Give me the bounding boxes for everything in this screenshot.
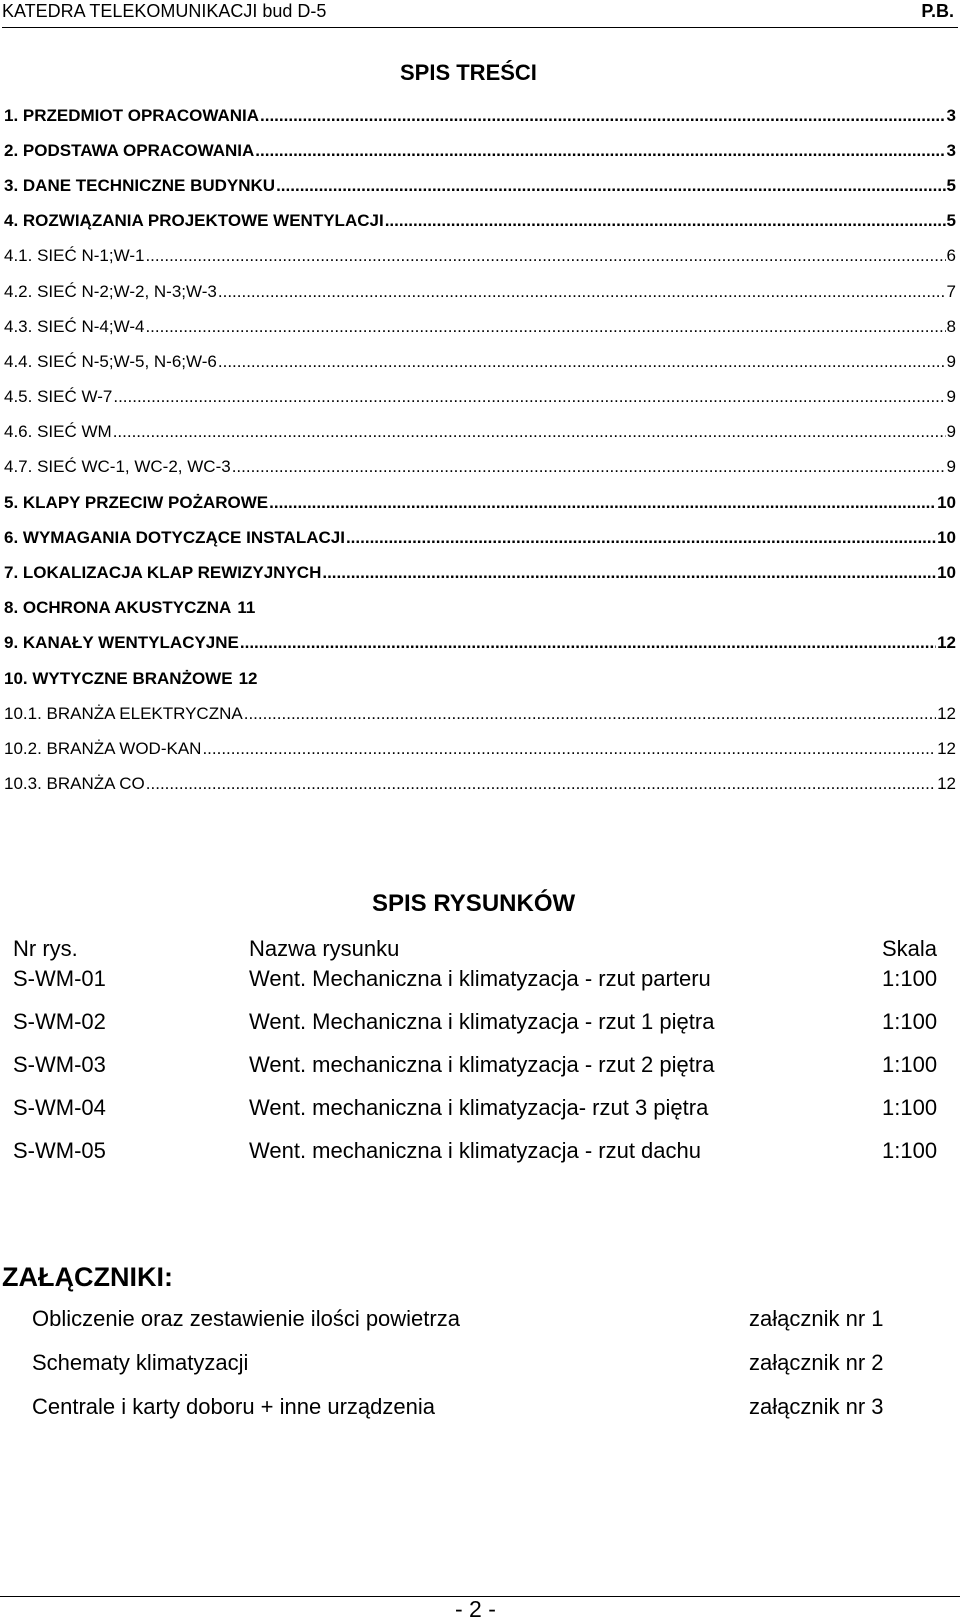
toc-entry xyxy=(4,309,956,344)
toc-entry-page: 3 xyxy=(946,140,956,160)
toc-entry-title: 8. OCHRONA AKUSTYCZNA xyxy=(4,598,232,618)
table-row xyxy=(10,1052,950,1095)
toc-entry-page: 6 xyxy=(946,246,956,266)
page-header xyxy=(2,0,958,28)
drawing-scale: 1:100 xyxy=(882,1009,938,1034)
toc-entry-page: 9 xyxy=(946,351,956,371)
drawing-name: Went. Mechaniczna i klimatyzacja - rzut 1 piętra xyxy=(249,1009,715,1034)
toc-leader-dots xyxy=(276,176,945,196)
table-of-contents xyxy=(4,98,956,802)
toc-leader-dots xyxy=(145,246,945,266)
toc-entry-title: 4.7. SIEĆ WC-1, WC-2, WC-3 xyxy=(4,457,231,477)
toc-entry-title: 10.3. BRANŻA CO xyxy=(4,774,145,794)
toc-entry-page: 11 xyxy=(237,598,256,618)
toc-entry-title: 10.2. BRANŻA WOD-KAN xyxy=(4,738,202,758)
toc-entry-page: 10 xyxy=(937,563,956,583)
toc-leader-dots xyxy=(113,422,946,442)
toc-entry xyxy=(4,696,956,731)
toc-entry xyxy=(4,450,956,485)
toc-leader-dots xyxy=(244,704,936,724)
annex-description: Centrale i karty doboru + inne urządzenia xyxy=(32,1394,435,1419)
toc-leader-dots xyxy=(322,563,936,583)
toc-leader-dots xyxy=(385,211,946,231)
toc-entry-title: 4.2. SIEĆ N-2;W-2, N-3;W-3 xyxy=(4,281,217,301)
drawing-number: S-WM-04 xyxy=(13,1095,106,1120)
toc-entry-title: 9. KANAŁY WENTYLACYJNE xyxy=(4,633,239,653)
toc-entry-title: 10.1. BRANŻA ELEKTRYCZNA xyxy=(4,703,243,723)
toc-entry-page: 12 xyxy=(937,703,956,723)
toc-leader-dots xyxy=(145,317,945,337)
toc-entry-title: 10. WYTYCZNE BRANŻOWE xyxy=(4,668,233,688)
drawings-table xyxy=(10,936,950,1181)
toc-entry xyxy=(4,204,956,239)
drawing-name: Went. mechaniczna i klimatyzacja - rzut dachu xyxy=(249,1138,701,1163)
toc-leader-dots xyxy=(255,141,945,161)
drawings-header-row xyxy=(10,936,950,966)
toc-entry-title: 7. LOKALIZACJA KLAP REWIZYJNYCH xyxy=(4,563,322,583)
toc-entry xyxy=(4,520,956,555)
toc-leader-dots xyxy=(146,774,936,794)
column-header-scale: Skala xyxy=(882,936,938,961)
drawings-list-title: SPIS RYSUNKÓW xyxy=(372,890,576,917)
toc-entry-title: 6. WYMAGANIA DOTYCZĄCE INSTALACJI xyxy=(4,527,345,547)
table-row xyxy=(10,966,950,1009)
toc-entry xyxy=(4,626,956,661)
toc-entry-page: 9 xyxy=(946,387,956,407)
drawing-number: S-WM-05 xyxy=(13,1138,106,1163)
drawing-name: Went. mechaniczna i klimatyzacja - rzut 2 piętra xyxy=(249,1052,715,1077)
toc-entry-title: 3. DANE TECHNICZNE BUDYNKU xyxy=(4,175,276,195)
column-header-number: Nr rys. xyxy=(13,936,78,961)
drawing-name: Went. Mechaniczna i klimatyzacja - rzut parteru xyxy=(249,966,711,991)
toc-entry-title: 1. PRZEDMIOT OPRACOWANIA xyxy=(4,105,260,125)
toc-entry-page: 9 xyxy=(946,457,956,477)
toc-title: SPIS TREŚCI xyxy=(400,60,537,85)
toc-entry-page: 12 xyxy=(937,738,956,758)
table-row xyxy=(10,1009,950,1052)
list-item xyxy=(32,1394,932,1438)
toc-leader-dots xyxy=(202,739,936,759)
toc-entry xyxy=(4,591,956,626)
drawing-scale: 1:100 xyxy=(882,1138,938,1163)
toc-entry-title: 4.4. SIEĆ N-5;W-5, N-6;W-6 xyxy=(4,351,217,371)
toc-entry-page: 12 xyxy=(937,633,956,653)
toc-entry-page: 7 xyxy=(946,281,956,301)
toc-entry-title: 2. PODSTAWA OPRACOWANIA xyxy=(4,140,255,160)
toc-leader-dots xyxy=(232,457,946,477)
toc-entry-title: 4.6. SIEĆ WM xyxy=(4,422,112,442)
drawing-number: S-WM-02 xyxy=(13,1009,106,1034)
toc-entry xyxy=(4,485,956,520)
drawing-number: S-WM-01 xyxy=(13,966,106,991)
page-number: - 2 - xyxy=(455,1596,496,1622)
toc-leader-dots xyxy=(269,493,936,513)
toc-entry xyxy=(4,239,956,274)
toc-entry xyxy=(4,731,956,766)
toc-entry-page: 10 xyxy=(937,492,956,512)
list-item xyxy=(32,1306,932,1350)
toc-entry xyxy=(4,344,956,379)
header-initials: P.B. xyxy=(921,1,954,21)
toc-entry-page: 8 xyxy=(946,316,956,336)
table-row xyxy=(10,1138,950,1181)
annex-title: ZAŁĄCZNIKI: xyxy=(2,1262,173,1292)
toc-entry-page: 12 xyxy=(937,774,956,794)
annex-list xyxy=(32,1306,932,1438)
toc-entry xyxy=(4,380,956,415)
toc-entry-title: 4.3. SIEĆ N-4;W-4 xyxy=(4,316,145,336)
header-institution: KATEDRA TELEKOMUNIKACJI bud D-5 xyxy=(2,1,327,21)
toc-entry-page: 10 xyxy=(937,527,956,547)
drawing-name: Went. mechaniczna i klimatyzacja- rzut 3 piętra xyxy=(249,1095,709,1120)
annex-reference: załącznik nr 2 xyxy=(749,1350,884,1375)
drawing-scale: 1:100 xyxy=(882,966,938,991)
toc-entry-title: 4.1. SIEĆ N-1;W-1 xyxy=(4,246,145,266)
toc-entry xyxy=(4,661,956,696)
toc-entry xyxy=(4,415,956,450)
toc-entry xyxy=(4,98,956,133)
toc-entry-title: 4. ROZWIĄZANIA PROJEKTOWE WENTYLACJI xyxy=(4,211,384,231)
toc-entry-page: 5 xyxy=(946,175,956,195)
drawing-scale: 1:100 xyxy=(882,1095,938,1120)
toc-leader-dots xyxy=(260,106,946,126)
toc-leader-dots xyxy=(240,633,936,653)
toc-leader-dots xyxy=(346,528,936,548)
drawing-number: S-WM-03 xyxy=(13,1052,106,1077)
toc-entry xyxy=(4,133,956,168)
toc-entry xyxy=(4,767,956,802)
toc-leader-dots xyxy=(218,352,946,372)
toc-entry xyxy=(4,274,956,309)
toc-entry-title: 5. KLAPY PRZECIW POŻAROWE xyxy=(4,492,269,512)
table-row xyxy=(10,1095,950,1138)
toc-entry xyxy=(4,555,956,590)
annex-description: Schematy klimatyzacji xyxy=(32,1350,249,1375)
toc-entry-title: 4.5. SIEĆ W-7 xyxy=(4,387,113,407)
toc-entry-page: 5 xyxy=(946,211,956,231)
toc-entry-page: 9 xyxy=(946,422,956,442)
column-header-name: Nazwa rysunku xyxy=(249,936,400,961)
list-item xyxy=(32,1350,932,1394)
toc-leader-dots xyxy=(218,282,946,302)
toc-entry-page: 12 xyxy=(238,668,258,688)
annex-reference: załącznik nr 3 xyxy=(749,1394,884,1419)
toc-entry-page: 3 xyxy=(946,105,956,125)
drawing-scale: 1:100 xyxy=(882,1052,938,1077)
toc-leader-dots xyxy=(113,387,945,407)
annex-description: Obliczenie oraz zestawienie ilości powietrza xyxy=(32,1306,460,1331)
annex-reference: załącznik nr 1 xyxy=(749,1306,884,1331)
toc-entry xyxy=(4,168,956,203)
